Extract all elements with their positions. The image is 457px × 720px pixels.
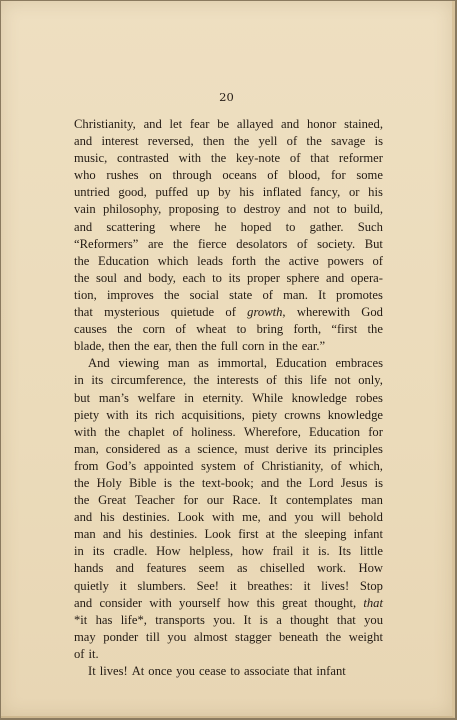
text-line: Christianity, and let fear be allayed and honor stained, [74, 117, 383, 131]
text-line: man and his destinies. Look first at the sleeping infant [74, 527, 383, 542]
text-line: of it. [74, 646, 99, 661]
body-text [74, 116, 383, 680]
paragraph [74, 355, 383, 663]
text-line: man, considered as a science, must derive its principles [74, 441, 383, 456]
paragraph [74, 663, 383, 680]
text-line: blade, then the ear, then the full corn in the ear.” [74, 339, 326, 354]
text-line: untried good, puffed up by his inflated fancy, or his [74, 185, 383, 200]
text-line: *it has life*, transports you. It is a thought that you [74, 612, 383, 627]
text-line: may ponder till you almost stagger beneath the weight [74, 629, 383, 644]
text-line: It lives! At once you cease to associate that infant [88, 664, 346, 678]
text-line: “Reformers” are the fierce desolators of society. But [74, 236, 383, 251]
text-line: music, contrasted with the key-note of that reformer [74, 151, 383, 166]
text-line: tion, improves the social state of man. It promotes [74, 287, 383, 302]
text-line: from God’s appointed system of Christianity, of which, [74, 458, 383, 473]
paragraph [74, 116, 383, 355]
text-line: vain philosophy, proposing to destroy and not to build, [74, 202, 383, 217]
text-line: the Education which leads forth the active powers of [74, 253, 383, 268]
text-line: quietly it slumbers. See! it breathes: it lives! Stop [74, 578, 383, 593]
text-line: and scattering where he hoped to gather. Such [74, 219, 383, 234]
text-line: and interest reversed, then the yell of the savage is [74, 134, 383, 149]
text-line: that mysterious quietude of growth, wherewith God [74, 305, 383, 320]
text-line: and his destinies. Look with me, and you will behold [74, 510, 383, 525]
text-line: the Holy Bible is the text-book; and the Lord Jesus is [74, 475, 383, 490]
text-line: who rushes on through oceans of blood, for some [74, 168, 383, 183]
book-page [1, 1, 455, 718]
text-line: And viewing man as immortal, Education embraces [88, 356, 383, 371]
text-line: the soul and body, each to its proper sphere and opera- [74, 270, 383, 285]
page-number: 20 [219, 90, 234, 104]
text-line: the Great Teacher for our Race. It contemplates man [74, 493, 383, 508]
text-line: with the chaplet of holiness. Wherefore, Education for [74, 424, 383, 439]
text-line: hands and features seem as chiselled work. How [74, 561, 383, 576]
text-line: in its circumference, the interests of this life not only, [74, 373, 383, 388]
text-line: in its cradle. How helpless, how frail it is. Its little [74, 544, 383, 559]
text-line: but man’s welfare in eternity. While knowledge robes [74, 390, 383, 405]
text-line: piety with its rich acquisitions, piety crowns knowledge [74, 407, 383, 422]
text-line: and consider with yourself how this great thought, that [74, 595, 383, 610]
text-line: causes the corn of wheat to bring forth, “first the [74, 322, 383, 337]
